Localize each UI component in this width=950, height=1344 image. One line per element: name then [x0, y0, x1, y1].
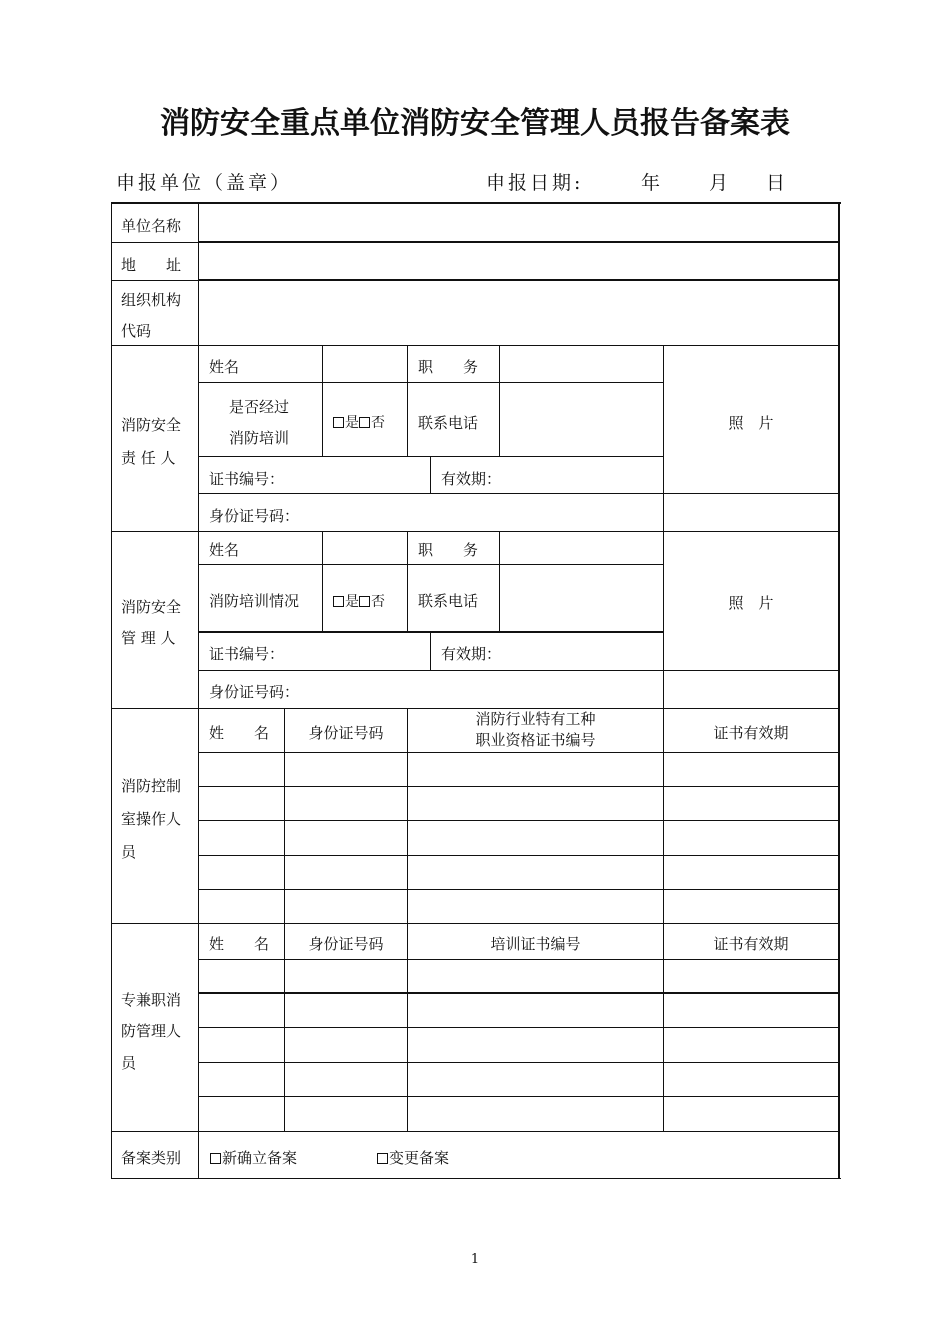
responsible-trained-no-label: 否 [371, 415, 385, 431]
manager-id-label: 身份证号码： [209, 683, 300, 701]
responsible-trained-label: 是否经过 [229, 398, 290, 416]
declaring-unit-label: 申报单位（盖章） [116, 172, 293, 194]
record-type-new-option[interactable] [210, 1151, 297, 1166]
manager-position-field[interactable] [500, 532, 663, 564]
responsible-person-label: 消防安全 [121, 416, 182, 434]
manager-training-no-checkbox[interactable] [359, 596, 370, 607]
org-code-label-line2: 代码 [121, 322, 152, 340]
manager-position-label: 职 务 [418, 541, 479, 559]
date-year-label: 年 [641, 172, 664, 194]
org-code-label: 组织机构 [121, 291, 182, 309]
manager-training-yes-checkbox[interactable] [333, 596, 344, 607]
record-type-label: 备案类别 [121, 1149, 182, 1167]
safety-manager-label: 消防安全 [121, 598, 182, 616]
record-type-new-checkbox[interactable] [210, 1153, 221, 1164]
responsible-position-label: 职 务 [418, 358, 479, 376]
manager-cert-no-label: 证书编号： [209, 645, 285, 663]
responsible-trained-options [333, 416, 385, 430]
manager-name-label: 姓名 [209, 541, 240, 559]
fire-managers-col-name: 姓 名 [209, 935, 270, 953]
record-type-change-label: 变更备案 [389, 1149, 450, 1167]
record-type-new-label: 新确立备案 [222, 1149, 298, 1167]
responsible-photo-label: 照 片 [728, 414, 774, 432]
responsible-trained-label-line2: 消防培训 [229, 429, 290, 447]
responsible-person-label-line2: 责 任 人 [121, 449, 176, 467]
responsible-id-label: 身份证号码： [209, 507, 300, 525]
org-code-field[interactable] [199, 281, 837, 345]
control-room-col-name: 姓 名 [209, 724, 270, 742]
fire-managers-label: 专兼职消 [121, 991, 182, 1009]
control-room-operators-label-line2: 室操作人 [121, 810, 182, 828]
page-number: 1 [470, 1252, 480, 1267]
responsible-trained-yes-checkbox[interactable] [333, 417, 344, 428]
declaration-date-label: 申报日期: [486, 172, 584, 194]
responsible-name-field[interactable] [323, 346, 407, 382]
fire-managers-label-line2: 防管理人 [121, 1022, 182, 1040]
control-room-col-cert-line2: 职业资格证书编号 [475, 731, 596, 749]
responsible-phone-label: 联系电话 [418, 414, 479, 432]
date-day-label: 日 [766, 172, 789, 194]
manager-photo-label: 照 片 [728, 594, 774, 612]
manager-training-options [333, 595, 385, 609]
responsible-trained-yes-label: 是 [345, 415, 359, 431]
unit-name-label: 单位名称 [121, 217, 182, 235]
responsible-phone-field[interactable] [500, 383, 663, 456]
fire-managers-col-cert: 培训证书编号 [490, 935, 581, 953]
document-title: 消防安全重点单位消防安全管理人员报告备案表 [160, 106, 790, 141]
fire-managers-col-valid: 证书有效期 [713, 935, 789, 953]
responsible-valid-label: 有效期： [441, 470, 502, 488]
responsible-trained-no-checkbox[interactable] [359, 417, 370, 428]
fire-managers-col-id: 身份证号码 [308, 935, 384, 953]
control-room-operators-label-line3: 员 [121, 843, 137, 861]
manager-training-no-label: 否 [371, 594, 385, 610]
fire-managers-label-line3: 员 [121, 1054, 137, 1072]
record-type-change-checkbox[interactable] [377, 1153, 388, 1164]
manager-name-field[interactable] [323, 532, 407, 564]
responsible-position-field[interactable] [500, 346, 663, 382]
manager-training-yes-label: 是 [345, 594, 359, 610]
manager-phone-label: 联系电话 [418, 592, 479, 610]
record-type-change-option[interactable] [377, 1151, 449, 1166]
manager-training-label: 消防培训情况 [209, 592, 300, 610]
responsible-name-label: 姓名 [209, 358, 240, 376]
control-room-col-valid: 证书有效期 [713, 724, 789, 742]
address-label: 地 址 [121, 256, 182, 274]
control-room-operators-label: 消防控制 [121, 777, 182, 795]
safety-manager-label-line2: 管 理 人 [121, 629, 176, 647]
address-field[interactable] [199, 243, 837, 279]
unit-name-field[interactable] [199, 203, 837, 241]
responsible-cert-no-label: 证书编号： [209, 470, 285, 488]
control-room-col-cert: 消防行业特有工种 [475, 710, 596, 728]
manager-phone-field[interactable] [500, 565, 663, 631]
manager-valid-label: 有效期： [441, 645, 502, 663]
control-room-col-id: 身份证号码 [308, 724, 384, 742]
date-month-label: 月 [709, 172, 732, 194]
